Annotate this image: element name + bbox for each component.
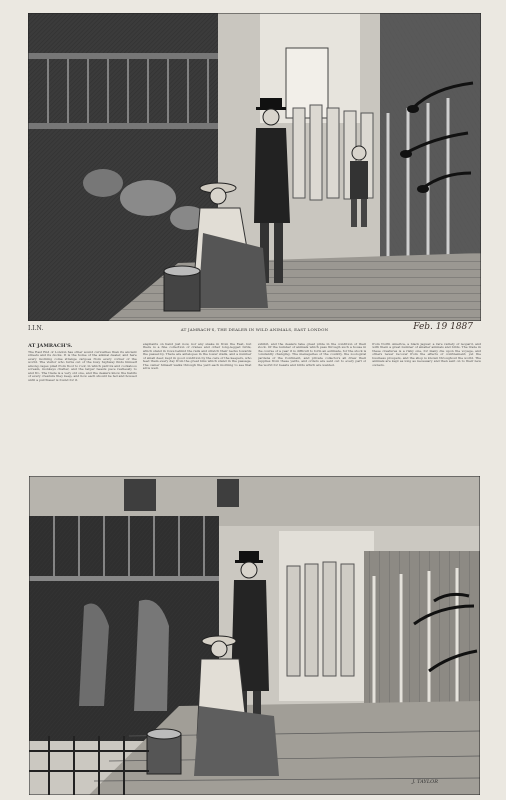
handwritten-date: Feb. 19 1887 xyxy=(413,322,473,332)
article-column-3-text: exhibit, and the dealers take great pride in the condition of their stock. Of the number of animals which pass through such a house in the course of a year it is difficult to form an estimate, for the stock is constantly changing. The menageries of the country, the zoological gardens of the Continent, and private collectors all draw their supplies from these yards, and orders are sent out to every part of the world for beasts and birds which are wanted. xyxy=(257,343,367,367)
article-column-4-text: from North America, a black jaguar, a rare variety of leopard, and with them a great number of smaller animals and birds. The trade in these creatures is a risky one, for many die upon the voyage, and others never recover from the effects of confinement; yet the business prospers, and the shop is known throughout the world. The animals are kept as long as necessary and then sent on to their new owners. xyxy=(372,343,481,367)
article-column-1-text: The East End of London has other sound curiosities than its ancient streets and its docks. It is the home of the animal dealer, and here every morning come strange cargoes from every corner of the world. The visitor who turns out of the busy highway finds himself among cages piled from floor to roof, in which parrots and cockatoos scream, monkeys chatter, and the larger beasts pace restlessly to and fro. The trade is a very old one, and the dealers know the habits of every creature they keep, and how each should be fed and housed until a purchaser is found for it. xyxy=(28,350,137,382)
bottom-engraving xyxy=(29,476,480,795)
article-body xyxy=(28,343,481,471)
top-engraving-art xyxy=(28,13,481,321)
article-column-1 xyxy=(28,343,137,471)
caption-title: AT JAMRACH'S, THE DEALER IN WILD ANIMALS, EAST LONDON xyxy=(180,327,329,332)
engraver-signature: J. TAYLOR xyxy=(412,779,438,785)
top-caption xyxy=(28,322,481,339)
article-column-2-text: elephants on hand just now, nor any snake in from the East, but there is a fine collection of cranes and other long-legged birds, which stand in rows behind the rails and stretch their necks towards the passer-by. There are antelopes in the lower stalls, and a number of small deer, kept in good condition by the care of the keepers, who feed them every day from the great bins which stand in the passage. The owner himself walks through the yard each morning to see that all is well. xyxy=(142,343,252,371)
article-headline: AT JAMRACH'S. xyxy=(28,343,73,349)
article-column-3 xyxy=(258,343,367,471)
caption-left-mark: I.I.N. xyxy=(28,325,44,332)
bottom-engraving-art xyxy=(29,476,480,795)
article-column-2 xyxy=(143,343,252,471)
top-engraving xyxy=(28,13,481,321)
article-column-4 xyxy=(372,343,481,471)
